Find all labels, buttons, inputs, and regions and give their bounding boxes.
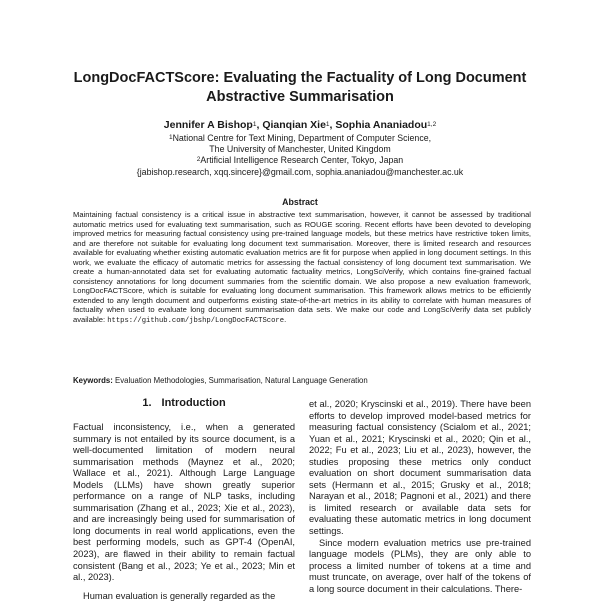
section-heading — [73, 397, 295, 409]
code-link[interactable]: https://github.com/jbshp/LongDocFACTScore — [107, 317, 285, 326]
right-column — [309, 399, 531, 595]
author: Sophia Ananiadou$^{1,2}$ — [335, 119, 437, 131]
affiliation-line: $^2$Artificial Intelligence Research Center, Tokyo, Japan — [196, 155, 404, 166]
affiliation-line: The University of Manchester, United Kingdom — [209, 144, 391, 155]
author-emails: {jabishop.research, xqq.sincere}@gmail.com, sophia.ananiadou@manchester.ac.uk — [136, 166, 464, 177]
author-list — [0, 119, 600, 132]
keywords-label: Keywords: — [73, 376, 113, 385]
paper-title — [0, 69, 600, 107]
title-line-1: LongDocFACTScore: Evaluating the Factuality of Long Document — [73, 70, 527, 86]
abstract-heading: Abstract — [282, 197, 318, 207]
paragraph: et al., 2020; Kryscinski et al., 2019). There have been efforts to develop improved model-based metrics for measuring factual consistency (Scialom et al., 2021; Yuan et al., 2021; Kryscinski et al., 2020; Qin et al., 2022; Fu et al., 2023; Liu et al., 2023), however, the studies proposing these metrics only conduct evaluation on short document summarisation data sets (Hermann et al., 2015; Grusky et al., 2018; Narayan et al., 2018; Pagnoni et al., 2021) and there is limited research or available data sets for evaluating these automatic metrics in long document settings. — [309, 399, 531, 537]
keywords-text: Evaluation Methodologies, Summarisation, Natural Language Generation — [115, 376, 368, 385]
left-column — [73, 422, 295, 602]
paragraph: Since modern evaluation metrics use pre-trained language models (PLMs), they are only able to process a limited number of tokens at a time and must truncate, on average, over half of the tokens of a long source document in their calculations. There- — [309, 537, 531, 594]
author: Jennifer A Bishop$^1$, — [163, 119, 263, 131]
paragraph: Human evaluation is generally regarded as the — [83, 590, 276, 601]
title-line-2: Abstractive Summarisation — [206, 89, 394, 105]
section-title: Introduction — [161, 397, 226, 409]
affiliation-line: $^1$National Centre for Text Mining, Department of Computer Science, — [168, 133, 432, 143]
affiliations — [0, 133, 600, 178]
author: Qianqian Xie$^1$, — [262, 119, 336, 131]
paragraph: Factual inconsistency, i.e., when a generated summary is not entailed by its source document, is a well-documented limitation of modern neural summarisation methods (Maynez et al., 2020; Wallace et al., 2021). Although Large Language Models (LLMs) have shown greatly superior performance on a range of NLP tasks, including summarisation (Zhang et al., 2023; Xie et al., 2023), and are increasingly being used for summarisation of long documents in real world applications, even the best performing models, such as GPT-4 (OpenAI, 2023), are flawed in their ability to remain factual consistent (Bang et al., 2023; Ye et al., 2023; Min et al., 2023). — [73, 422, 295, 583]
section-number: 1. — [142, 397, 152, 409]
abstract-body: Maintaining factual consistency is a critical issue in abstractive text summarisation, however, it cannot be assessed by traditional automatic metrics used for evaluating text summarisation, such as ROUGE scoring. Recent efforts have been devoted to developing improved metrics for measuring factual consistency using pre-trained language models, but these metrics have restrictive token limits, and are therefore not suitable for evaluating long document text summarisation. Moreover, there is limited research and resources available for evaluating whether existing automatic evaluation metrics are fit for purpose when applied in long document settings. In this work, we evaluate the efficacy of automatic metrics for assessing the factual consistency of long document text summarisation. We create a human-annotated data set for evaluating automatic factuality metrics, LongSciVerify, which contains fine-grained factual consistency annotations for long document summaries from the scientific domain. We also propose a new evaluation framework, LongDocFACTScore, which is suitable for evaluating long document summarisation. This framework allows metrics to be efficiently extended to any length document and outperforms existing state-of-the-art metrics in its ability to correlate with human measures of factuality when used to evaluate long document summarisation data sets. We make our code and LongSciVerify data set publicly available: https://github.com/jbshp/LongDocFACTScore. — [73, 210, 531, 326]
keywords — [73, 376, 531, 386]
abstract-text: Maintaining factual consistency is a critical issue in abstractive text summarisation, however, it cannot be assessed by traditional automatic metrics used for evaluating text summarisation, such as ROUGE scoring. Recent efforts have been devoted to developing improved metrics for measuring factual consistency using pre-trained language models, but these metrics have restrictive token limits, and are therefore not suitable for evaluating long document text summarisation. Moreover, there is limited research and resources available for evaluating whether existing automatic evaluation metrics are fit for purpose when applied in long document settings. In this work, we evaluate the efficacy of automatic metrics for assessing the factual consistency of long document text summarisation. We create a human-annotated data set for evaluating automatic factuality metrics, LongSciVerify, which contains fine-grained factual consistency annotations for long document summaries from the scientific domain. We also propose a new evaluation framework, LongDocFACTScore, which is suitable for evaluating long document summarisation. This framework allows metrics to be efficiently extended to any length document and outperforms existing state-of-the-art metrics in its ability to correlate with human measures of factuality when used to evaluate long document summarisation data sets. We make our code and LongSciVerify data set publicly available: — [73, 210, 531, 325]
